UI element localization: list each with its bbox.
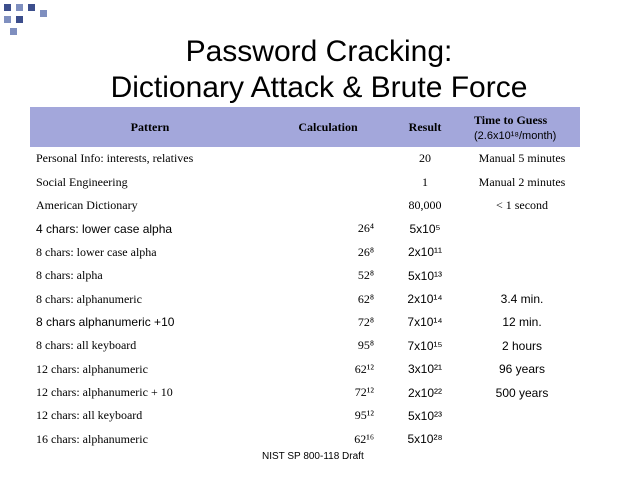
table-row (30, 170, 580, 193)
cell-calculation: 62¹⁶ (354, 431, 374, 446)
cell-calculation: 72¹² (354, 385, 374, 400)
table-row (30, 287, 580, 310)
cell-result: 5x10²⁸ (407, 432, 443, 447)
header-calculation: Calculation (298, 119, 358, 134)
title-line-1: Password Cracking: (185, 35, 453, 68)
title-line-2: Dictionary Attack & Brute Force (110, 71, 528, 104)
cell-time: < 1 second (495, 197, 549, 212)
cell-result: 3x10²¹ (407, 362, 442, 377)
table-row (30, 311, 580, 334)
cell-result: 5x10⁵ (409, 221, 441, 236)
cell-pattern: 8 chars: lower case alpha (36, 244, 157, 259)
header-time-sub: (2.6x10¹⁸/month) (474, 129, 557, 142)
cell-time: 2 hours (501, 338, 543, 353)
cell-pattern: 8 chars: all keyboard (36, 338, 137, 353)
cell-time: Manual 5 minutes (478, 151, 566, 166)
cell-result: 80,000 (408, 197, 442, 212)
cell-time (464, 404, 580, 427)
cell-result: 7x10¹⁵ (407, 338, 443, 353)
table-header-row (30, 107, 580, 147)
cell-pattern: 12 chars: alphanumeric (36, 361, 148, 376)
cell-result: 2x10¹¹ (407, 245, 442, 260)
cell-time: Manual 2 minutes (478, 174, 566, 189)
table-row (30, 264, 580, 287)
slide-title (0, 34, 638, 106)
cell-time: 500 years (495, 385, 549, 400)
cell-calculation (270, 147, 386, 170)
cell-result: 5x10²³ (407, 408, 442, 423)
cell-time: 96 years (498, 362, 546, 377)
cell-pattern: Personal Info: interests, relatives (36, 151, 194, 166)
cell-time (464, 428, 580, 451)
cell-pattern: 12 chars: alphanumeric + 10 (36, 385, 173, 400)
cell-pattern: 4 chars: lower case alpha (36, 221, 173, 236)
header-time-label: Time to Guess (474, 112, 548, 127)
cell-calculation: 62⁸ (357, 291, 374, 306)
table-row (30, 404, 580, 427)
cell-result: 2x10²² (407, 385, 442, 400)
table-row (30, 358, 580, 381)
cell-pattern: Social Engineering (36, 174, 128, 189)
cell-calculation: 26⁸ (357, 244, 374, 259)
cell-result: 7x10¹⁴ (407, 315, 443, 330)
header-result: Result (408, 119, 442, 134)
cell-calculation: 72⁸ (357, 314, 374, 329)
table-row (30, 194, 580, 217)
cell-result: 5x10¹³ (407, 268, 442, 283)
cell-time (464, 264, 580, 287)
cell-calculation: 62¹² (354, 361, 374, 376)
cell-pattern: American Dictionary (36, 197, 138, 212)
header-time (464, 107, 580, 147)
cell-time (464, 217, 580, 240)
cell-pattern: 8 chars: alpha (36, 268, 103, 283)
cell-calculation: 26⁴ (357, 221, 374, 236)
cell-calculation (270, 194, 386, 217)
table-row (30, 381, 580, 404)
cell-calculation: 95¹² (354, 408, 374, 423)
cell-pattern: 8 chars alphanumeric +10 (36, 315, 175, 330)
table-row (30, 334, 580, 357)
cell-time (464, 241, 580, 264)
table-row (30, 241, 580, 264)
cell-pattern: 12 chars: all keyboard (36, 408, 143, 423)
source-footnote: NIST SP 800-118 Draft (262, 451, 364, 462)
header-pattern: Pattern (130, 119, 170, 134)
cell-result: 2x10¹⁴ (407, 292, 443, 307)
cell-time: 3.4 min. (500, 292, 544, 307)
cell-pattern: 16 chars: alphanumeric (36, 431, 148, 446)
table-row (30, 147, 580, 170)
cell-calculation: 95⁸ (357, 338, 374, 353)
table-row (30, 428, 580, 451)
cell-result: 20 (419, 151, 431, 166)
cell-time: 12 min. (502, 315, 542, 330)
table-row (30, 217, 580, 240)
password-table (30, 107, 580, 451)
cell-pattern: 8 chars: alphanumeric (36, 291, 142, 306)
cell-calculation: 52⁸ (357, 268, 374, 283)
cell-result: 1 (422, 174, 428, 189)
cell-calculation (270, 170, 386, 193)
